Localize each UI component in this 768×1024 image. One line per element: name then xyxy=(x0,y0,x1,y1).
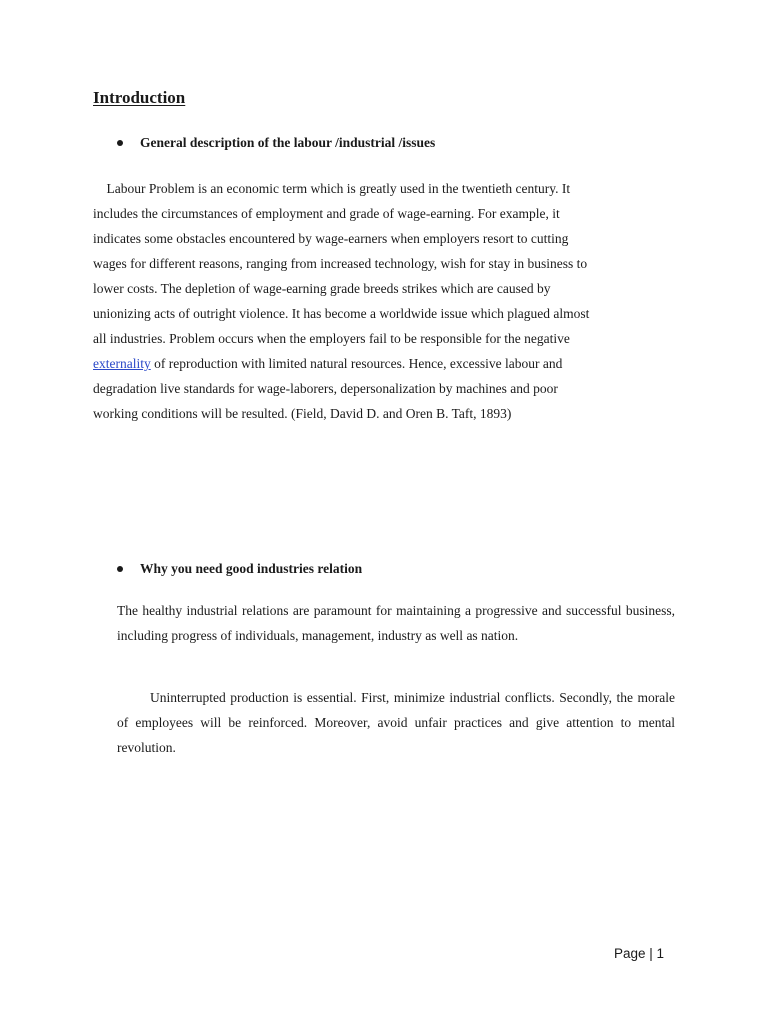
externality-link[interactable]: externality xyxy=(93,356,151,371)
paragraph-line: working conditions will be resulted. (Field, David D. and Oren B. Taft, 1893) xyxy=(93,406,512,421)
paragraph-line: Labour Problem is an economic term which is greatly used in the twentieth century. It xyxy=(93,181,571,196)
bullet-label: General description of the labour /industrial /issues xyxy=(140,135,436,150)
paragraph-labour-problem xyxy=(93,176,673,426)
paragraph-line: includes the circumstances of employment and grade of wage-earning. For example, it xyxy=(93,206,560,221)
paragraph-line: unionizing acts of outright violence. It has become a worldwide issue which plagued almost xyxy=(93,306,590,321)
paragraph-line: degradation live standards for wage-laborers, depersonalization by machines and poor xyxy=(93,381,558,396)
paragraph-line: wages for different reasons, ranging from increased technology, wish for stay in business to xyxy=(93,256,588,271)
paragraph-line-text: of reproduction with limited natural resources. Hence, excessive labour and xyxy=(150,356,563,371)
paragraph-healthy-relations: The healthy industrial relations are paramount for maintaining a progressive and successful business, including progress of individuals, management, industry as well as nation. xyxy=(117,603,675,643)
bullet-item-general-description xyxy=(117,135,435,151)
page-title: Introduction xyxy=(93,88,186,107)
paragraph-line: lower costs. The depletion of wage-earning grade breeds strikes which are caused by xyxy=(93,281,551,296)
bullet-label: Why you need good industries relation xyxy=(140,561,363,576)
bullet-item-industries-relation xyxy=(117,561,362,577)
bullet-icon xyxy=(117,566,123,572)
paragraph-line: indicates some obstacles encountered by wage-earners when employers resort to cutting xyxy=(93,231,569,246)
paragraph-line-with-link xyxy=(93,351,673,376)
page-number: Page | 1 xyxy=(614,946,665,961)
paragraph-line: all industries. Problem occurs when the employers fail to be responsible for the negative xyxy=(93,331,570,346)
paragraph-uninterrupted-production: Uninterrupted production is essential. First, minimize industrial conflicts. Secondly, the morale of employees will be reinforced. Moreover, avoid unfair practices and give attention to mental revolution. xyxy=(117,690,675,755)
bullet-icon xyxy=(117,140,123,146)
